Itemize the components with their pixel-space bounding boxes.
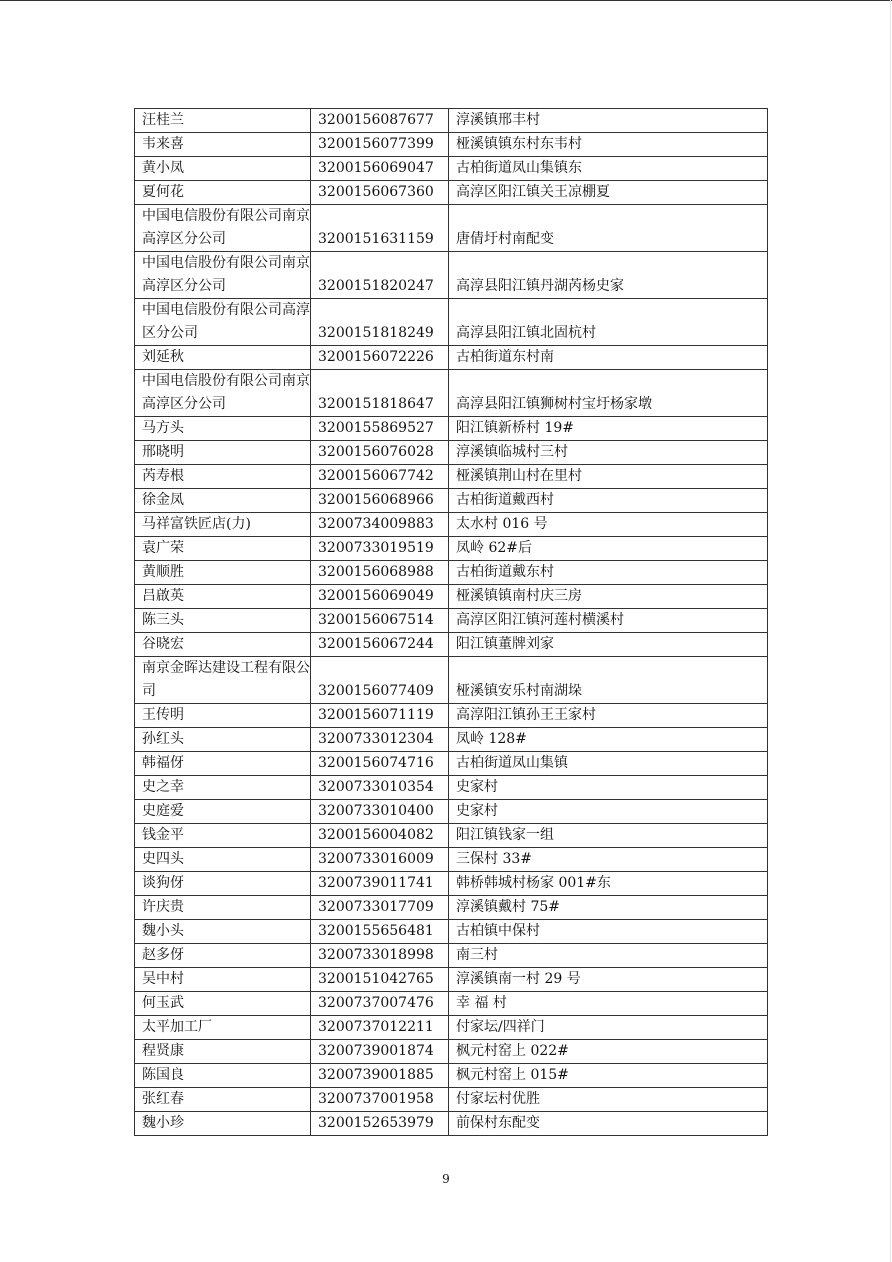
- account-number-cell: 3200156067244: [311, 633, 449, 657]
- address-cell: 南三村: [449, 944, 768, 968]
- address-cell: 古柏镇中保村: [449, 920, 768, 944]
- account-number-cell: 3200151631159: [311, 205, 449, 252]
- table-row: [135, 848, 768, 872]
- table-row: [135, 157, 768, 181]
- address-cell: 高淳县阳江镇北固杭村: [449, 299, 768, 346]
- address-cell: 古柏街道戴西村: [449, 489, 768, 513]
- table-row: [135, 944, 768, 968]
- address-cell: 古柏街道凤山集镇东: [449, 157, 768, 181]
- account-number-cell: 3200739001885: [311, 1064, 449, 1088]
- account-number-cell: 3200155656481: [311, 920, 449, 944]
- account-number-cell: 3200733019519: [311, 537, 449, 561]
- table-row: [135, 205, 768, 252]
- name-cell: 史之幸: [135, 776, 311, 800]
- page-number: 9: [442, 1172, 450, 1186]
- account-number-cell: 3200737001958: [311, 1088, 449, 1112]
- name-cell: 邢晓明: [135, 441, 311, 465]
- account-number-cell: 3200156067360: [311, 181, 449, 205]
- table-row: [135, 800, 768, 824]
- table-row: [135, 1112, 768, 1136]
- address-cell: 阳江镇新桥村 19#: [449, 417, 768, 441]
- address-cell: 史家村: [449, 800, 768, 824]
- account-number-cell: 3200156072226: [311, 346, 449, 370]
- name-cell: 中国电信股份有限公司南京高淳区分公司: [135, 252, 311, 299]
- name-cell: 夏何花: [135, 181, 311, 205]
- address-cell: 凤岭 62#后: [449, 537, 768, 561]
- table-row: [135, 181, 768, 205]
- table-row: [135, 1016, 768, 1040]
- account-number-cell: 3200733017709: [311, 896, 449, 920]
- address-cell: 桠溪镇荆山村在里村: [449, 465, 768, 489]
- address-cell: 桠溪镇镇南村庆三房: [449, 585, 768, 609]
- address-cell: 太水村 016 号: [449, 513, 768, 537]
- name-cell: 马祥富铁匠店(力): [135, 513, 311, 537]
- account-number-cell: 3200156069049: [311, 585, 449, 609]
- table-row: [135, 920, 768, 944]
- name-cell: 许庆贵: [135, 896, 311, 920]
- table-row: [135, 872, 768, 896]
- name-cell: 谈狗伢: [135, 872, 311, 896]
- name-cell: 孙红头: [135, 728, 311, 752]
- records-table-body: [135, 109, 768, 1136]
- account-number-cell: 3200151042765: [311, 968, 449, 992]
- address-cell: 枫元村窑上 022#: [449, 1040, 768, 1064]
- account-number-cell: 3200156074716: [311, 752, 449, 776]
- table-row: [135, 609, 768, 633]
- table-row: [135, 109, 768, 133]
- table-row: [135, 370, 768, 417]
- address-cell: 古柏街道凤山集镇: [449, 752, 768, 776]
- address-cell: 凤岭 128#: [449, 728, 768, 752]
- table-row: [135, 992, 768, 1016]
- address-cell: 唐倩圩村南配变: [449, 205, 768, 252]
- name-cell: 徐金凤: [135, 489, 311, 513]
- account-number-cell: 3200156068988: [311, 561, 449, 585]
- name-cell: 马方头: [135, 417, 311, 441]
- account-number-cell: 3200156067742: [311, 465, 449, 489]
- address-cell: 阳江镇钱家一组: [449, 824, 768, 848]
- account-number-cell: 3200156067514: [311, 609, 449, 633]
- address-cell: 高淳县阳江镇丹湖芮杨史家: [449, 252, 768, 299]
- address-cell: 前保村东配变: [449, 1112, 768, 1136]
- address-cell: 高淳区阳江镇关王凉棚夏: [449, 181, 768, 205]
- address-cell: 高淳县阳江镇狮树村宝圩杨家墩: [449, 370, 768, 417]
- name-cell: 中国电信股份有限公司高淳区分公司: [135, 299, 311, 346]
- account-number-cell: 3200151818249: [311, 299, 449, 346]
- account-number-cell: 3200156077399: [311, 133, 449, 157]
- table-row: [135, 561, 768, 585]
- name-cell: 中国电信股份有限公司南京高淳区分公司: [135, 370, 311, 417]
- name-cell: 史庭爱: [135, 800, 311, 824]
- name-cell: 魏小头: [135, 920, 311, 944]
- top-border-line: [0, 0, 892, 1]
- address-cell: 桠溪镇安乐村南湖垛: [449, 657, 768, 704]
- name-cell: 魏小珍: [135, 1112, 311, 1136]
- account-number-cell: 3200155869527: [311, 417, 449, 441]
- name-cell: 中国电信股份有限公司南京高淳区分公司: [135, 205, 311, 252]
- account-number-cell: 3200156069047: [311, 157, 449, 181]
- table-row: [135, 728, 768, 752]
- table-row: [135, 513, 768, 537]
- address-cell: 阳江镇董牌刘家: [449, 633, 768, 657]
- name-cell: 王传明: [135, 704, 311, 728]
- address-cell: 韩桥韩城村杨家 001#东: [449, 872, 768, 896]
- name-cell: 赵多伢: [135, 944, 311, 968]
- account-number-cell: 3200733012304: [311, 728, 449, 752]
- table-row: [135, 537, 768, 561]
- name-cell: 袁广荣: [135, 537, 311, 561]
- address-cell: 史家村: [449, 776, 768, 800]
- table-row: [135, 657, 768, 704]
- table-row: [135, 752, 768, 776]
- name-cell: 何玉武: [135, 992, 311, 1016]
- table-row: [135, 633, 768, 657]
- account-number-cell: 3200151820247: [311, 252, 449, 299]
- account-number-cell: 3200739011741: [311, 872, 449, 896]
- account-number-cell: 3200734009883: [311, 513, 449, 537]
- address-cell: 付家坛/四祥门: [449, 1016, 768, 1040]
- account-number-cell: 3200151818647: [311, 370, 449, 417]
- account-number-cell: 3200733016009: [311, 848, 449, 872]
- table-row: [135, 1040, 768, 1064]
- table-row: [135, 585, 768, 609]
- account-number-cell: 3200156076028: [311, 441, 449, 465]
- address-cell: 幸 福 村: [449, 992, 768, 1016]
- table-row: [135, 441, 768, 465]
- address-cell: 古柏街道戴东村: [449, 561, 768, 585]
- account-number-cell: 3200156087677: [311, 109, 449, 133]
- address-cell: 高淳区阳江镇河莲村横溪村: [449, 609, 768, 633]
- table-row: [135, 299, 768, 346]
- table-row: [135, 252, 768, 299]
- account-number-cell: 3200152653979: [311, 1112, 449, 1136]
- name-cell: 陈国良: [135, 1064, 311, 1088]
- name-cell: 史四头: [135, 848, 311, 872]
- table-row: [135, 1064, 768, 1088]
- address-cell: 枫元村窑上 015#: [449, 1064, 768, 1088]
- name-cell: 黄小凤: [135, 157, 311, 181]
- account-number-cell: 3200737012211: [311, 1016, 449, 1040]
- name-cell: 吕啟英: [135, 585, 311, 609]
- account-number-cell: 3200156071119: [311, 704, 449, 728]
- table-row: [135, 133, 768, 157]
- account-number-cell: 3200156004082: [311, 824, 449, 848]
- name-cell: 张红春: [135, 1088, 311, 1112]
- table-row: [135, 417, 768, 441]
- account-number-cell: 3200156068966: [311, 489, 449, 513]
- address-cell: 淳溪镇戴村 75#: [449, 896, 768, 920]
- name-cell: 程贤康: [135, 1040, 311, 1064]
- table-row: [135, 776, 768, 800]
- right-edge-line: [890, 0, 891, 1262]
- name-cell: 吴中村: [135, 968, 311, 992]
- account-number-cell: 3200739001874: [311, 1040, 449, 1064]
- address-cell: 付家坛村优胜: [449, 1088, 768, 1112]
- table-row: [135, 968, 768, 992]
- address-cell: 桠溪镇镇东村东韦村: [449, 133, 768, 157]
- account-number-cell: 3200156077409: [311, 657, 449, 704]
- account-number-cell: 3200733010354: [311, 776, 449, 800]
- address-cell: 三保村 33#: [449, 848, 768, 872]
- address-cell: 淳溪镇邢丰村: [449, 109, 768, 133]
- table-row: [135, 465, 768, 489]
- address-cell: 淳溪镇临城村三村: [449, 441, 768, 465]
- address-cell: 古柏街道东村南: [449, 346, 768, 370]
- name-cell: 黄顺胜: [135, 561, 311, 585]
- table-row: [135, 824, 768, 848]
- name-cell: 汪桂兰: [135, 109, 311, 133]
- name-cell: 陈三头: [135, 609, 311, 633]
- name-cell: 南京金晖达建设工程有限公司: [135, 657, 311, 704]
- name-cell: 韩福伢: [135, 752, 311, 776]
- table-row: [135, 1088, 768, 1112]
- name-cell: 太平加工厂: [135, 1016, 311, 1040]
- name-cell: 谷晓宏: [135, 633, 311, 657]
- table-row: [135, 346, 768, 370]
- records-table: [134, 108, 768, 1136]
- table-row: [135, 704, 768, 728]
- account-number-cell: 3200733018998: [311, 944, 449, 968]
- account-number-cell: 3200733010400: [311, 800, 449, 824]
- table-row: [135, 896, 768, 920]
- account-number-cell: 3200737007476: [311, 992, 449, 1016]
- address-cell: 淳溪镇南一村 29 号: [449, 968, 768, 992]
- name-cell: 钱金平: [135, 824, 311, 848]
- name-cell: 韦来喜: [135, 133, 311, 157]
- name-cell: 刘延秋: [135, 346, 311, 370]
- table-row: [135, 489, 768, 513]
- address-cell: 高淳阳江镇孙王王家村: [449, 704, 768, 728]
- name-cell: 芮寿根: [135, 465, 311, 489]
